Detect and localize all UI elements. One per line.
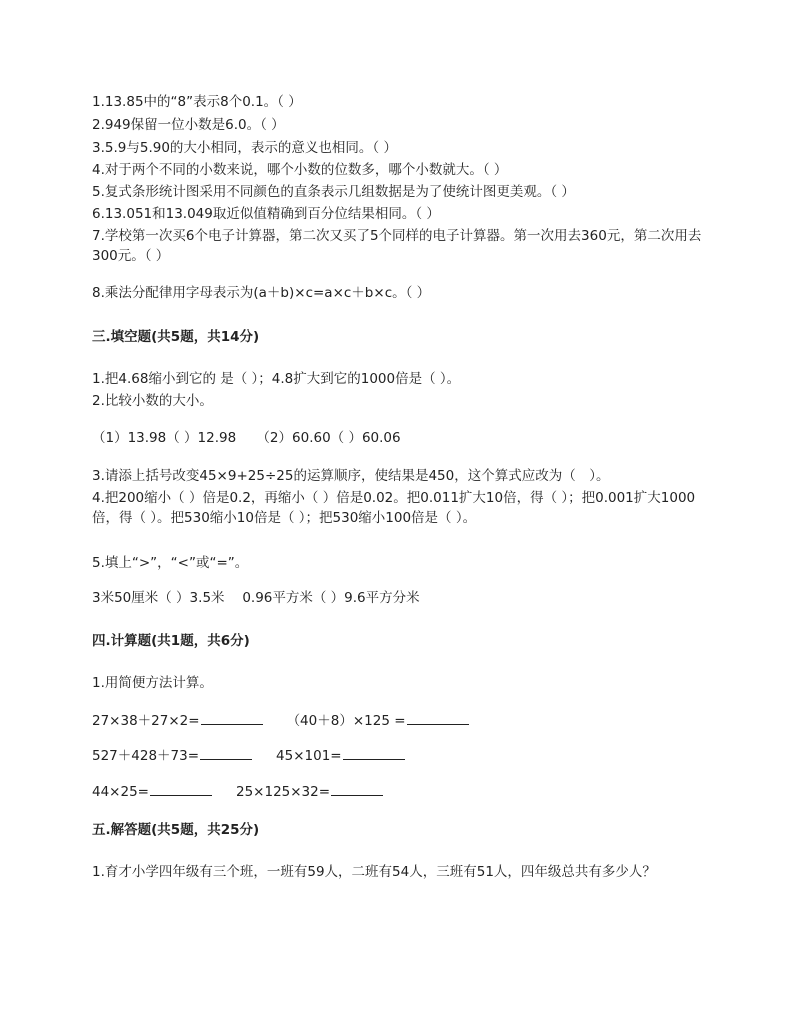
judgement-item-5: 5.复式条形统计图采用不同颜色的直条表示几组数据是为了使统计图更美观。（ ） [92,184,575,200]
section-5-heading: 五.解答题(共5题，共25分) [92,822,260,838]
answer-blank[interactable] [407,710,469,725]
fill-question-2: 2.比较小数的大小。 [92,393,213,409]
judgement-item-8: 8.乘法分配律用字母表示为(a＋b)×c=a×c＋b×c。（ ） [92,285,431,301]
calc-expr-3b: 25×125×32= [235,784,331,800]
answer-question-1: 1.育才小学四年级有三个班，一班有59人，二班有54人，三班有51人，四年级总共有多少人？ [92,864,656,880]
calc-expr-2b: 45×101= [276,748,342,764]
judgement-item-3: 3.5.9与5.90的大小相同，表示的意义也相同。（ ） [92,140,397,156]
section-3-heading: 三.填空题(共5题，共14分) [92,329,260,345]
fill-question-3: 3.请添上括号改变45×9+25÷25的运算顺序，使结果是450，这个算式应改为（ ）。 [92,468,610,484]
calc-row-1 [92,710,469,731]
calc-expr-1a: 27×38＋27×2= [92,713,200,729]
judgement-item-4: 4.对于两个不同的小数来说，哪个小数的位数多，哪个小数就大。（ ） [92,162,508,178]
calc-expr-1b: （40＋8）×125 = [286,713,406,729]
calc-row-2 [92,745,405,766]
answer-blank[interactable] [201,710,263,725]
calc-expr-2a: 527＋428＋73= [92,748,200,764]
fill-question-2-sub: （1）13.98（ ）12.98 （2）60.60（ ）60.06 [92,430,401,446]
judgement-item-2: 2.949保留一位小数是6.0。（ ） [92,117,285,133]
judgement-item-1: 1.13.85中的“8”表示8个0.1。（ ） [92,94,302,110]
answer-blank[interactable] [150,781,212,796]
judgement-item-7: 7.学校第一次买6个电子计算器，第二次又买了5个同样的电子计算器。第一次用去360元，第二次用去300元。（ ） [92,228,702,264]
calc-expr-3a: 44×25= [92,784,149,800]
calc-row-3 [92,781,383,802]
fill-question-5-sub: 3米50厘米（ ）3.5米 0.96平方米（ ）9.6平方分米 [92,590,420,606]
section-4-heading: 四.计算题(共1题，共6分) [92,633,250,649]
fill-question-5: 5.填上“>”，“<”或“=”。 [92,555,249,571]
answer-blank[interactable] [343,745,405,760]
answer-blank[interactable] [331,781,383,796]
fill-question-1: 1.把4.68缩小到它的 是（ ）；4.8扩大到它的1000倍是（ ）。 [92,371,461,387]
calc-question-1: 1.用简便方法计算。 [92,675,213,691]
fill-question-4: 4.把200缩小（ ）倍是0.2，再缩小（ ）倍是0.02。把0.011扩大10倍，得（ ）；把0.001扩大1000 倍，得（ ）。把530缩小10倍是（ ）；把530缩小100倍是（ ）。 [92,490,696,526]
judgement-item-6: 6.13.051和13.049取近似值精确到百分位结果相同。（ ） [92,206,440,222]
answer-blank[interactable] [200,745,252,760]
